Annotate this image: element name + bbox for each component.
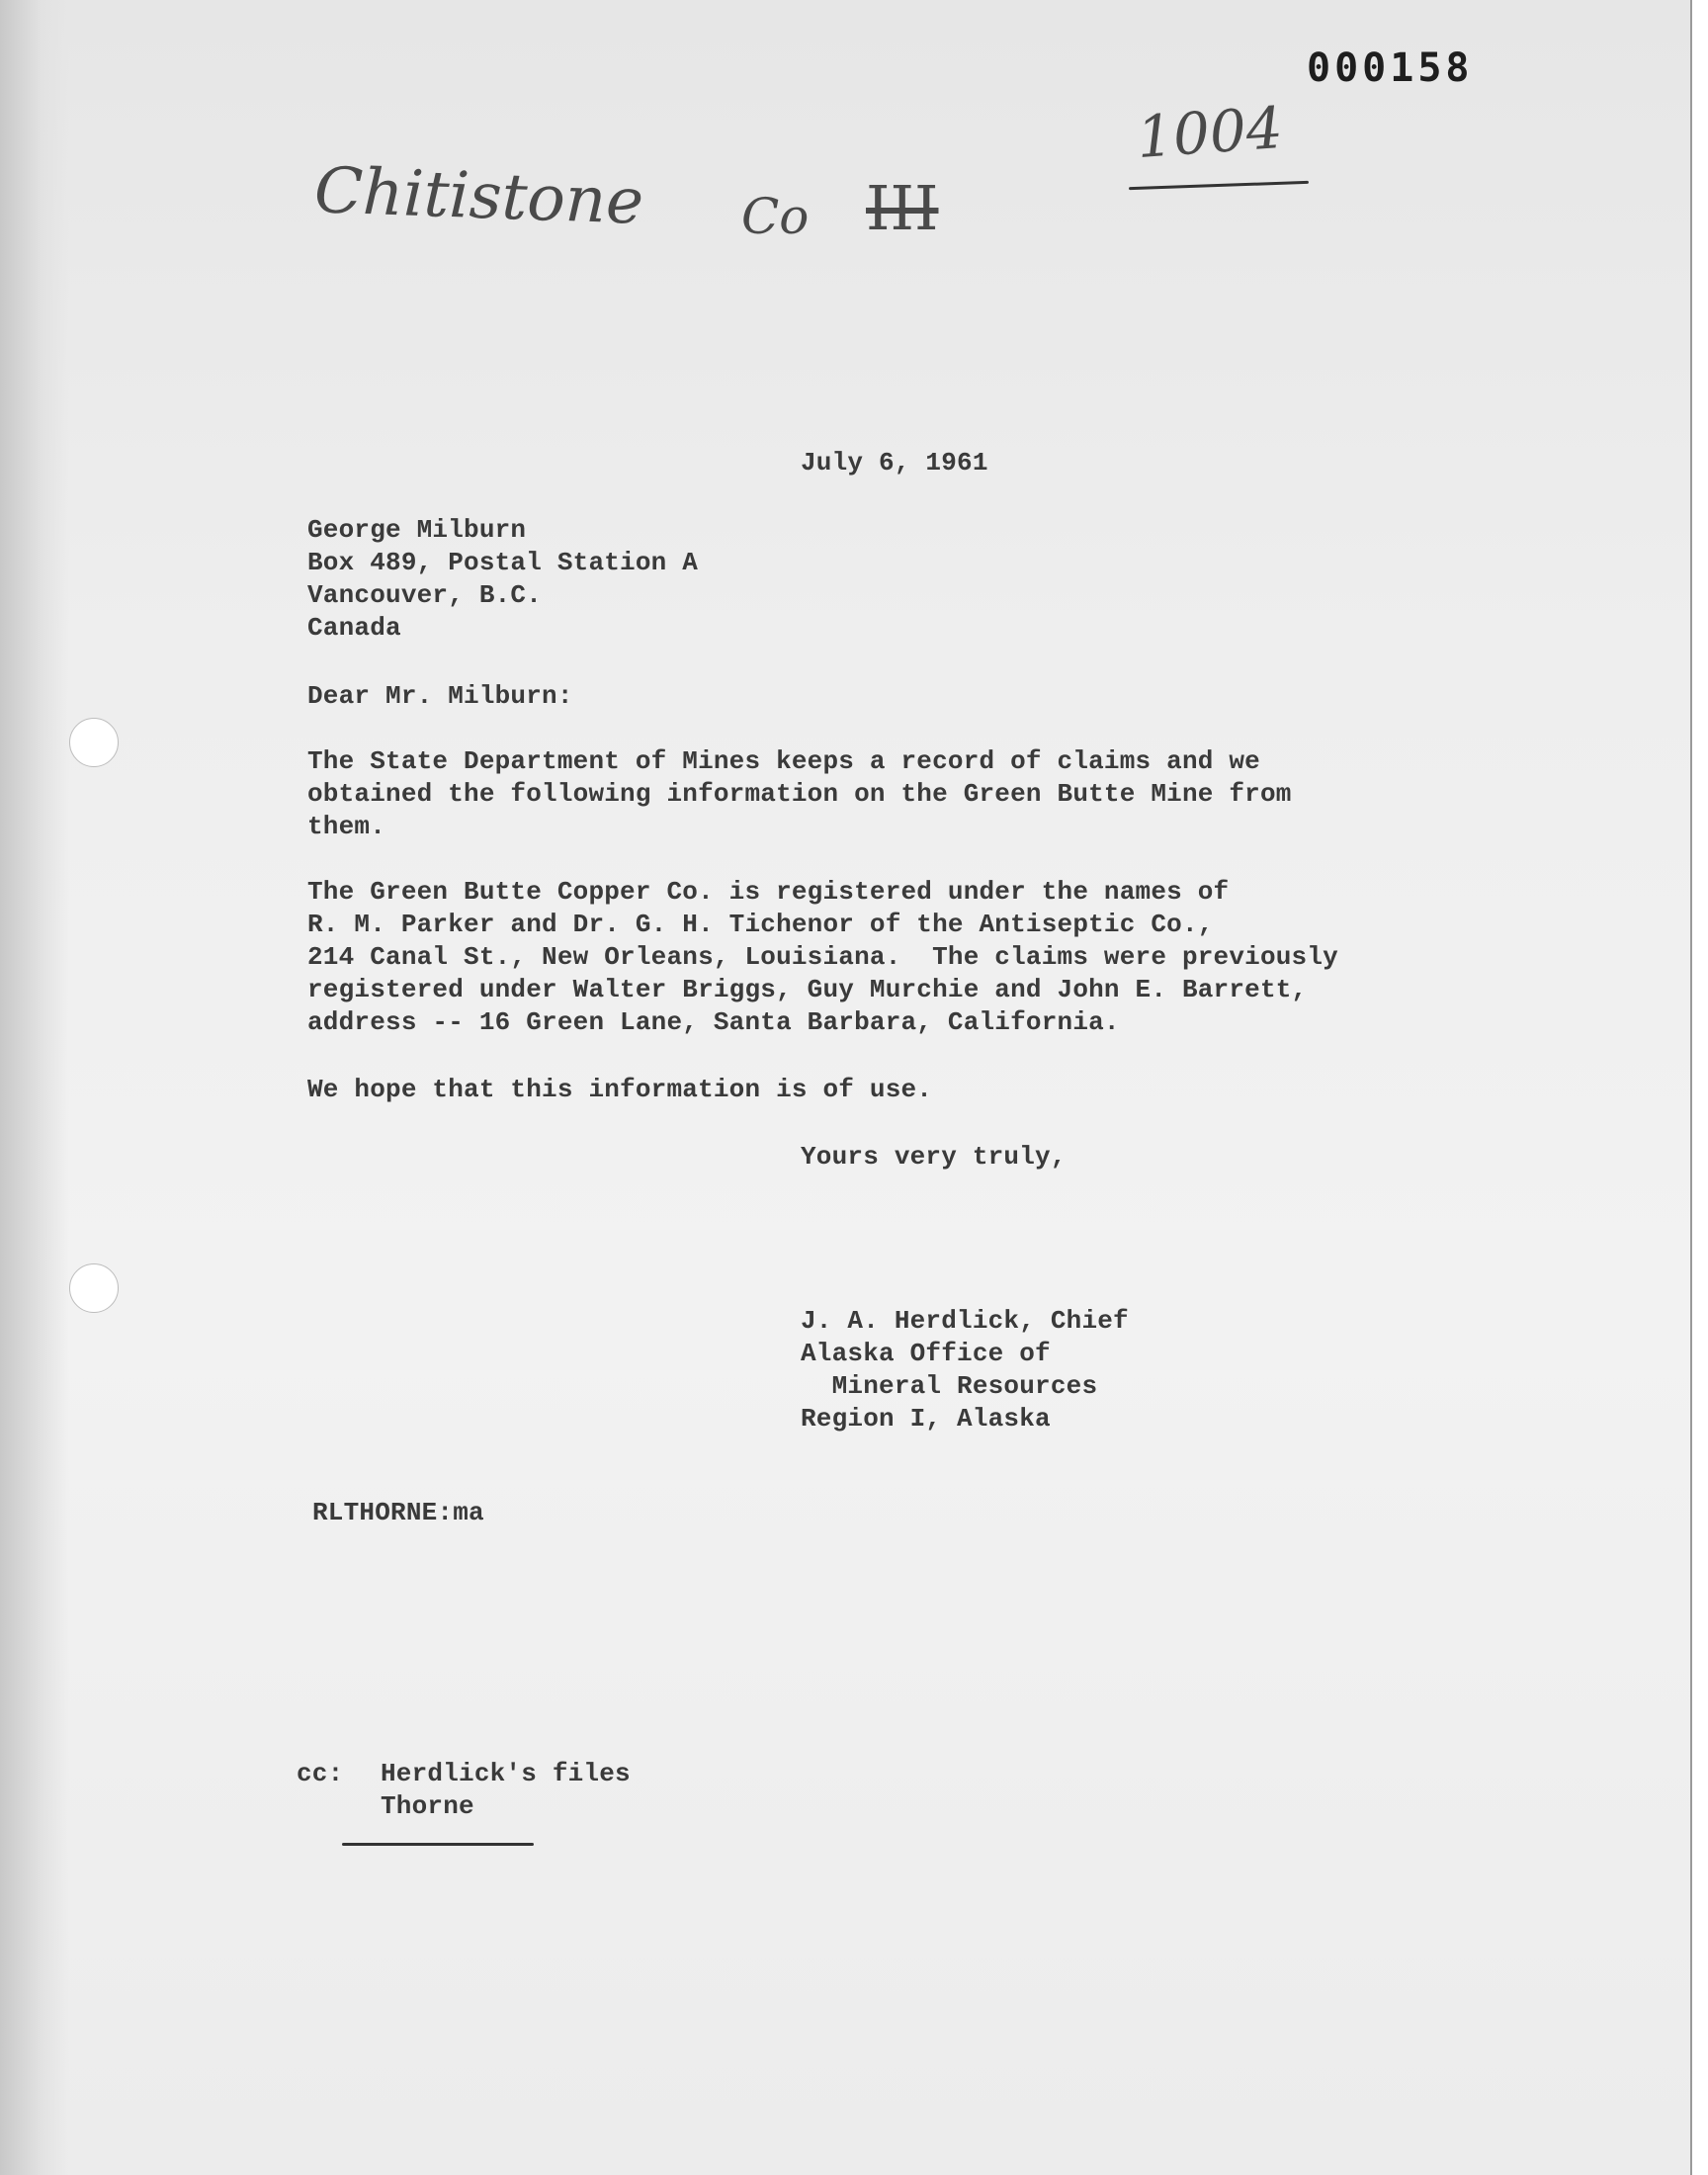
paragraph-line: R. M. Parker and Dr. G. H. Tichenor of the Antiseptic Co., <box>307 910 1214 939</box>
handwritten-note-suffix: Co <box>741 188 810 245</box>
signature-line: Mineral Resources <box>801 1371 1098 1401</box>
punch-hole-bottom <box>69 1263 119 1313</box>
closing: Yours very truly, <box>801 1142 1067 1172</box>
cc-entry: Herdlick's files <box>381 1759 631 1788</box>
file-number-underline <box>1129 181 1309 190</box>
recipient-line: Canada <box>307 613 401 643</box>
cc-entry: Thorne <box>381 1791 474 1821</box>
letter-date: July 6, 1961 <box>801 448 988 478</box>
recipient-line: Vancouver, B.C. <box>307 580 543 610</box>
paragraph-line: 214 Canal St., New Orleans, Louisiana. The claims were previously <box>307 942 1338 972</box>
page-edge-shadow <box>0 0 69 2175</box>
signature-line: J. A. Herdlick, Chief <box>801 1306 1129 1336</box>
cc-underline <box>342 1843 534 1846</box>
signature-line: Alaska Office of <box>801 1339 1051 1368</box>
handwritten-roman-numeral: III <box>866 172 939 244</box>
recipient-line: George Milburn <box>307 515 527 545</box>
document-number-stamp: 000158 <box>1307 45 1474 91</box>
cc-label: cc: <box>297 1759 344 1788</box>
recipient-line: Box 489, Postal Station A <box>307 548 699 577</box>
typist-initials: RLTHORNE:ma <box>312 1498 484 1527</box>
paragraph-line: The Green Butte Copper Co. is registered under the names of <box>307 877 1230 907</box>
paragraph-line: registered under Walter Briggs, Guy Murchie and John E. Barrett, <box>307 975 1308 1004</box>
salutation: Dear Mr. Milburn: <box>307 681 573 711</box>
handwritten-note: Chitistone <box>312 154 645 239</box>
paragraph-line: The State Department of Mines keeps a record of claims and we <box>307 746 1260 776</box>
paragraph-3: We hope that this information is of use. <box>307 1075 933 1104</box>
punch-hole-top <box>69 718 119 767</box>
handwritten-file-number: 1004 <box>1134 93 1285 172</box>
signature-line: Region I, Alaska <box>801 1404 1051 1434</box>
paragraph-line: them. <box>307 812 386 841</box>
paragraph-line: obtained the following information on the Green Butte Mine from <box>307 779 1292 809</box>
paragraph-line: address -- 16 Green Lane, Santa Barbara, California. <box>307 1007 1120 1037</box>
